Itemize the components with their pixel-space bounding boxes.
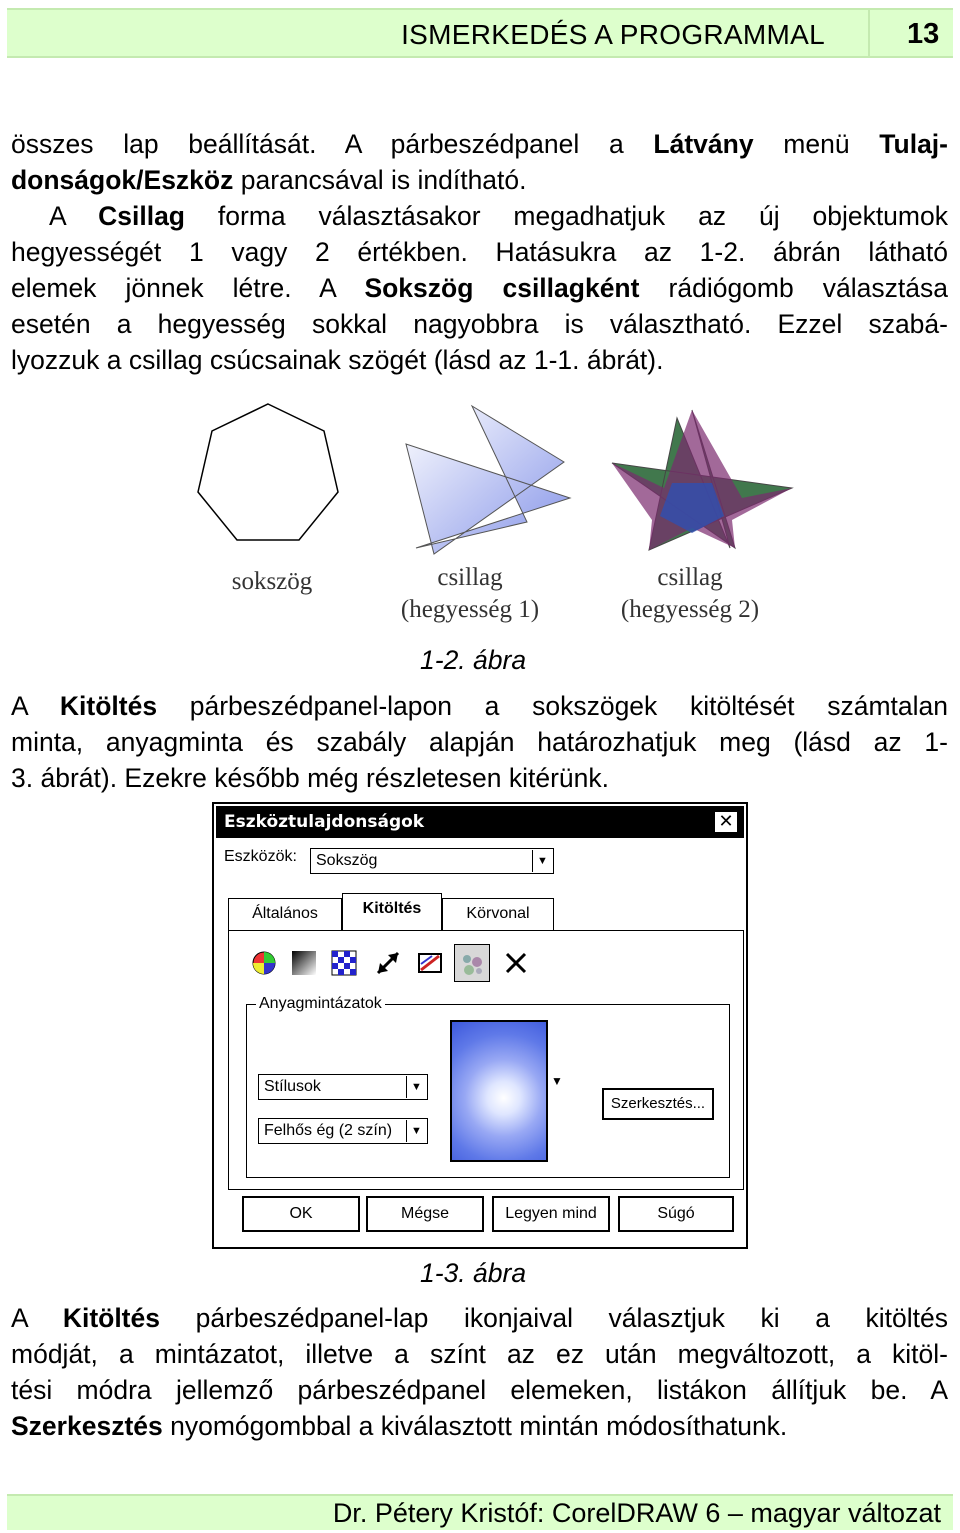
close-icon[interactable]: ✕ <box>714 811 738 833</box>
paragraph-line <box>11 126 948 162</box>
text-run: nyomógombbal a kiválasztott mintán módosíthatunk. <box>162 1411 788 1441</box>
heptagon-shape <box>198 404 338 540</box>
chevron-down-icon[interactable]: ▼ <box>406 1120 426 1142</box>
paragraph-line <box>11 1300 948 1336</box>
text-run-bold: Látvány <box>653 129 754 159</box>
postscript-fill-icon[interactable] <box>412 944 448 982</box>
page-number: 13 <box>907 18 940 50</box>
paragraph-line <box>11 1408 948 1444</box>
no-fill-icon[interactable] <box>498 944 534 982</box>
paragraph-3 <box>11 1300 948 1444</box>
text-run: rádiógomb választása <box>639 273 948 303</box>
color-wheel-glyph <box>250 949 278 977</box>
text-run: menü <box>753 129 880 159</box>
edit-button[interactable]: Szerkesztés... <box>602 1088 714 1120</box>
arrow-glyph <box>374 949 402 977</box>
chevron-down-icon[interactable]: ▼ <box>532 850 552 872</box>
tools-select-value: Sokszög <box>316 852 378 869</box>
x-glyph <box>502 949 530 977</box>
text-run-bold: donságok/Eszköz <box>11 165 234 195</box>
text-run: parancsával is indítható. <box>233 165 527 195</box>
text-run-bold: Sokszög csillagként <box>364 273 640 303</box>
ok-button[interactable]: OK <box>242 1196 360 1232</box>
help-button[interactable]: Súgó <box>618 1196 734 1232</box>
texture-list-select[interactable] <box>258 1118 428 1144</box>
texture-library-value: Stílusok <box>264 1078 321 1095</box>
text-run: A <box>49 201 99 231</box>
preview-dropdown-icon[interactable]: ▼ <box>551 1074 563 1088</box>
checker-glyph <box>330 949 358 977</box>
caption-text: 1-3. ábra <box>420 1258 527 1288</box>
gradient-glyph <box>290 949 318 977</box>
text-run: összes lap beállítását. A párbeszédpanel a <box>11 129 654 159</box>
dialog-title: Eszköztulajdonságok <box>224 812 425 832</box>
header-divider <box>868 10 870 56</box>
text-run: forma választásakor megadhatjuk az új objektumok <box>185 201 948 231</box>
label-star2-title: csillag <box>657 564 723 591</box>
tab-fill[interactable]: Kitöltés <box>342 893 442 931</box>
star-sharpness-1-shape <box>406 406 570 554</box>
paragraph-line: esetén a hegyesség sokkal nagyobbra is választható. Ezzel szabá- <box>11 309 948 339</box>
text-run: A <box>11 1303 63 1333</box>
cancel-button[interactable]: Mégse <box>366 1196 484 1232</box>
tab-general[interactable]: Általános <box>228 898 342 930</box>
paragraph-line <box>11 270 948 306</box>
figure-caption-2 <box>420 1258 526 1289</box>
texture-group-label: Anyagmintázatok <box>256 995 385 1013</box>
figure-shapes <box>152 388 802 638</box>
tab-outline[interactable]: Körvonal <box>442 898 554 930</box>
pattern-fill-icon[interactable] <box>326 944 362 982</box>
paragraph-line: lyozzuk a csillag csúcsainak szögét (lásd az 1-1. ábrát). <box>11 345 664 375</box>
page-footer <box>7 1494 953 1530</box>
paragraph-line: tési módra jellemző párbeszédpanel elemeken, listákon állítjuk be. A <box>11 1375 948 1405</box>
apply-all-button[interactable]: Legyen mind <box>492 1196 610 1232</box>
label-star1-sharpness: (hegyesség 1) <box>400 596 540 623</box>
caption-text: 1-2. ábra <box>420 645 527 675</box>
ps-glyph <box>416 949 444 977</box>
texture-list-value: Felhős ég (2 szín) <box>264 1122 393 1139</box>
paragraph-line <box>11 198 948 234</box>
text-run-bold: Tulaj- <box>879 129 948 159</box>
text-run-bold: Csillag <box>98 201 185 231</box>
paragraph-line <box>11 162 948 198</box>
text-run: elemek jönnek létre. A <box>11 273 365 303</box>
chevron-down-icon[interactable]: ▼ <box>406 1076 426 1098</box>
texture-preview[interactable] <box>450 1020 548 1162</box>
texture-fill-icon[interactable] <box>454 944 490 982</box>
arrow-diagonal-icon[interactable] <box>370 944 406 982</box>
text-run-bold: Szerkesztés <box>11 1411 163 1441</box>
texture-glyph <box>458 950 486 978</box>
text-run-bold: Kitöltés <box>62 1303 160 1333</box>
text-run: párbeszédpanel-lap ikonjaival választjuk ki a kitöltés <box>160 1303 949 1333</box>
uniform-fill-icon[interactable] <box>246 944 282 982</box>
paragraph-2 <box>11 688 948 796</box>
label-star1-title: csillag <box>437 564 503 591</box>
paragraph-1 <box>11 126 948 378</box>
star-sharpness-2-shape <box>612 410 792 550</box>
gradient-fill-icon[interactable] <box>286 944 322 982</box>
paragraph-line: hegyességét 1 vagy 2 értékben. Hatásukra az 1-2. ábrán látható <box>11 237 948 267</box>
label-star2-sharpness: (hegyesség 2) <box>620 596 760 623</box>
header-title: ISMERKEDÉS A PROGRAMMAL <box>401 19 825 50</box>
figure-caption-1 <box>420 645 526 676</box>
text-run-bold: Kitöltés <box>59 691 158 721</box>
dialog-title-bar <box>216 806 744 838</box>
paragraph-line <box>11 688 948 724</box>
label-polygon: sokszög <box>231 568 313 595</box>
tools-label: Eszközök: <box>224 848 297 865</box>
paragraph-line: 3. ábrát). Ezekre később még részletesen kitérünk. <box>11 763 610 793</box>
paragraph-line: módját, a mintázatot, illetve a színt az ez után megváltozott, a kitöl- <box>11 1339 948 1369</box>
paragraph-line: minta, anyagminta és szabály alapján határozhatjuk meg (lásd az 1- <box>11 727 948 757</box>
page-header <box>7 8 953 58</box>
texture-library-select[interactable] <box>258 1074 428 1100</box>
footer-text: Dr. Pétery Kristóf: CorelDRAW 6 – magyar változat <box>332 1498 941 1528</box>
text-run: párbeszédpanel-lapon a sokszögek kitöltését számtalan <box>157 691 948 721</box>
tools-select[interactable] <box>310 848 554 874</box>
text-run: A <box>11 691 60 721</box>
